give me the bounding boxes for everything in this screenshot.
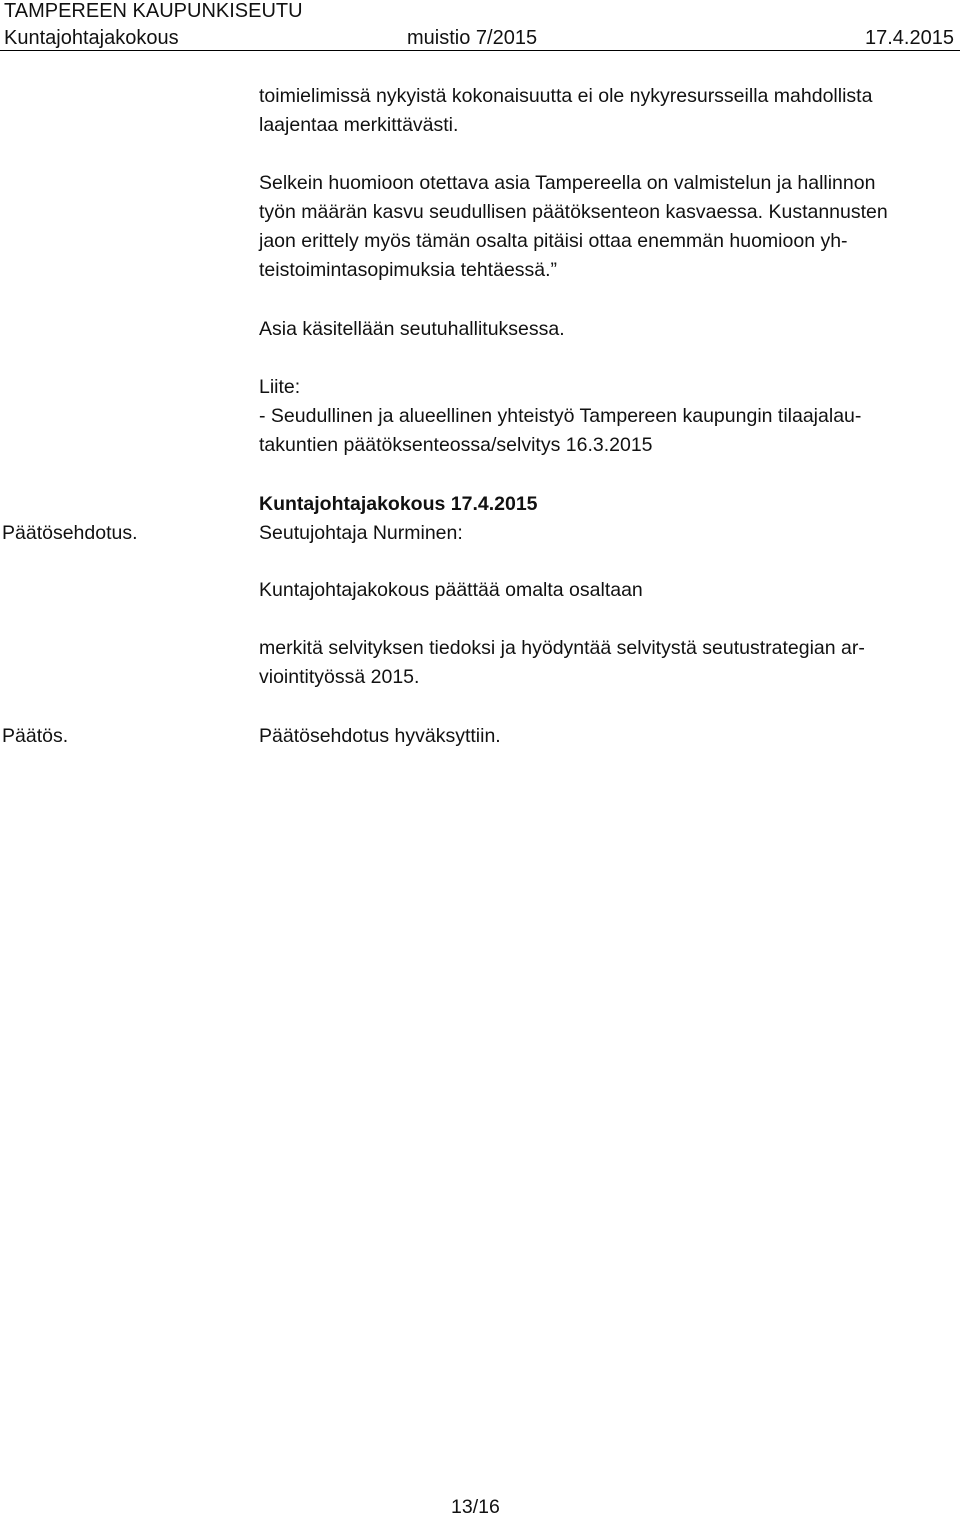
paragraph-line: toimielimissä nykyistä kokonaisuutta ei ole nykyresursseilla mahdollista: [259, 85, 873, 107]
attachment-line: - Seudullinen ja alueellinen yhteistyö Tampereen kaupungin tilaajalau-: [259, 405, 862, 427]
page-number: 13/16: [451, 1496, 500, 1518]
paragraph-quote: [259, 169, 959, 285]
proposer: Seutujohtaja Nurminen:: [259, 522, 463, 544]
decision-text: [259, 634, 959, 692]
attachment-section: [259, 373, 959, 460]
header-divider: [0, 50, 960, 51]
decision-label: Päätös.: [2, 725, 69, 747]
meeting-heading: Kuntajohtajakokous 17.4.2015: [259, 493, 538, 515]
header-meeting: Kuntajohtajakokous: [4, 27, 179, 49]
paragraph-processing: [259, 315, 959, 344]
decision-intro: Kuntajohtajakokous päättää omalta osaltaan: [259, 579, 643, 601]
paragraph-line: teistoimintasopimuksia tehtäessä.”: [259, 259, 558, 281]
decision-result: Päätösehdotus hyväksyttiin.: [259, 725, 501, 747]
decision-line: merkitä selvityksen tiedoksi ja hyödyntää selvitystä seutustrategian ar-: [259, 637, 865, 659]
paragraph-line: Asia käsitellään seutuhallituksessa.: [259, 318, 565, 340]
paragraph-line: työn määrän kasvu seudullisen päätöksenteon kasvaessa. Kustannusten: [259, 201, 888, 223]
header-organization: TAMPEREEN KAUPUNKISEUTU: [4, 0, 303, 22]
paragraph-line: jaon erittely myös tämän osalta pitäisi ottaa enemmän huomioon yh-: [259, 230, 848, 252]
paragraph-line: Selkein huomioon otettava asia Tampereella on valmistelun ja hallinnon: [259, 172, 876, 194]
proposal-label: Päätösehdotus.: [2, 522, 138, 544]
paragraph-line: laajentaa merkittävästi.: [259, 114, 459, 136]
header-memo: muistio 7/2015: [407, 27, 538, 49]
header-date: 17.4.2015: [865, 27, 954, 49]
paragraph-continuation: [259, 82, 959, 140]
attachment-line: takuntien päätöksenteossa/selvitys 16.3.2015: [259, 434, 653, 456]
decision-line: viointityössä 2015.: [259, 666, 420, 688]
attachment-label: Liite:: [259, 376, 301, 398]
